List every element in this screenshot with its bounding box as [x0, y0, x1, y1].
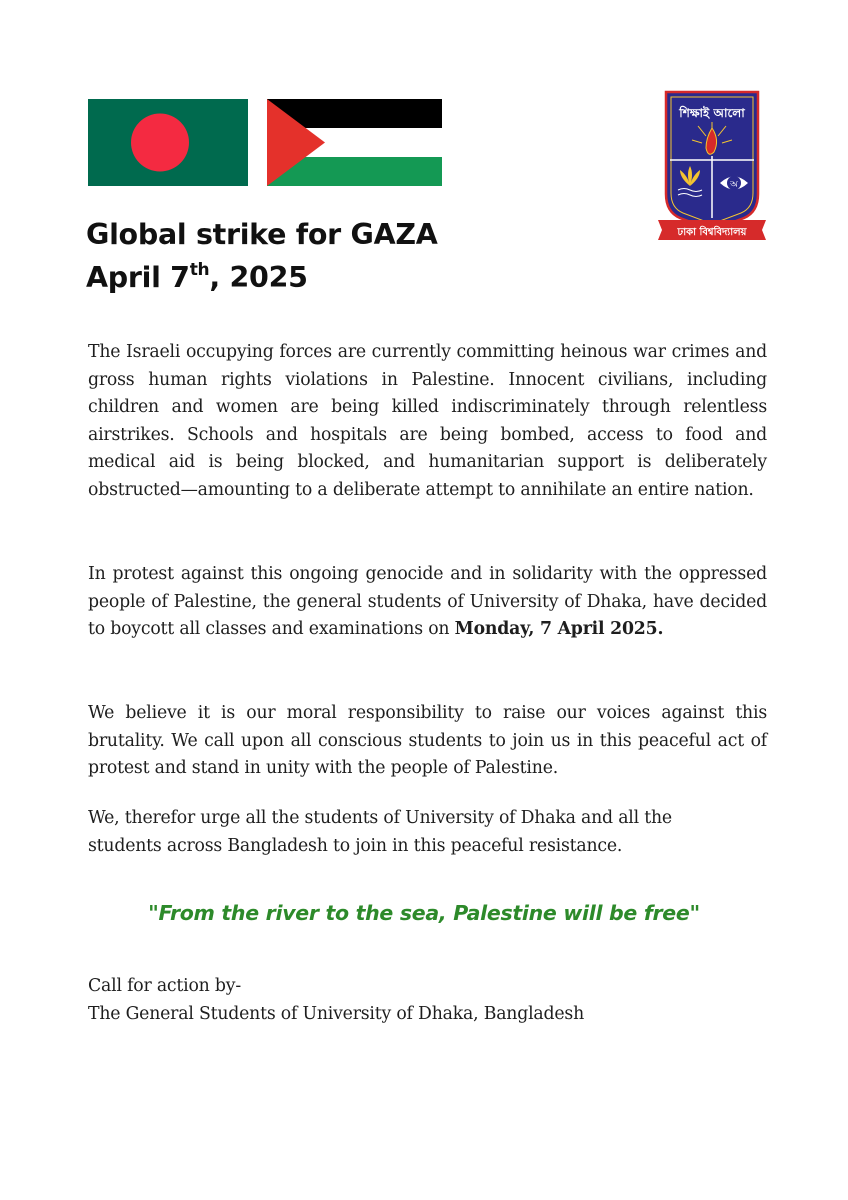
- call-for-action-heading: Call for action by-: [88, 976, 241, 996]
- palestine-flag: [267, 99, 442, 186]
- logo-motto-text: শিক্ষাই আলো: [679, 106, 745, 120]
- call-for-action: [88, 973, 788, 1028]
- paragraph-boycott: [88, 561, 767, 644]
- eye-glyph: অ: [730, 180, 738, 190]
- boycott-date: Monday, 7 April 2025.: [454, 619, 664, 640]
- title-date-prefix: April 7: [86, 261, 190, 294]
- paragraph-urge-line: students across Bangladesh to join in this peaceful resistance.: [88, 835, 623, 856]
- logo-university-name-text: ঢাকা বিশ্ববিদ্যালয়: [677, 227, 747, 238]
- paragraph-boycott-text: In protest against this ongoing genocide and in solidarity with the oppressed people of Palestine, the general students of University of Dhaka, have decided to boycott all classes and examinations on: [88, 564, 767, 640]
- paragraph-urge-line: We, therefor urge all the students of University of Dhaka and all the: [88, 808, 672, 828]
- paragraph-moral-responsibility: We believe it is our moral responsibility to raise our voices against this brutality. We call upon all conscious students to join us in this peaceful act of protest and stand in unity with the people of Palestine.: [88, 703, 767, 779]
- title-date: [86, 256, 437, 299]
- paragraph-urge: [88, 805, 788, 860]
- page-title: [86, 213, 437, 299]
- bangladesh-flag: [88, 99, 248, 186]
- slogan-quote: "From the river to the sea, Palestine will be free": [148, 901, 700, 925]
- title-line: Global strike for GAZA: [86, 218, 438, 251]
- university-of-dhaka-logo: [656, 90, 768, 242]
- bangladesh-flag-disc: [131, 114, 189, 172]
- call-for-action-signatory: The General Students of University of Dhaka, Bangladesh: [88, 1003, 585, 1024]
- title-date-superscript: th: [189, 259, 210, 280]
- paragraph-war-crimes: The Israeli occupying forces are currently committing heinous war crimes and gross human rights violations in Palestine. Innocent civilians, including children and women are being killed indiscriminately through relentless airstrikes. Schools and hospitals are being bombed, access to food and medical aid is being blocked, and humanitarian support is deliberately obstructed—amounting to a deliberate attempt to annihilate an entire nation.: [88, 342, 767, 500]
- title-date-suffix: , 2025: [209, 261, 308, 294]
